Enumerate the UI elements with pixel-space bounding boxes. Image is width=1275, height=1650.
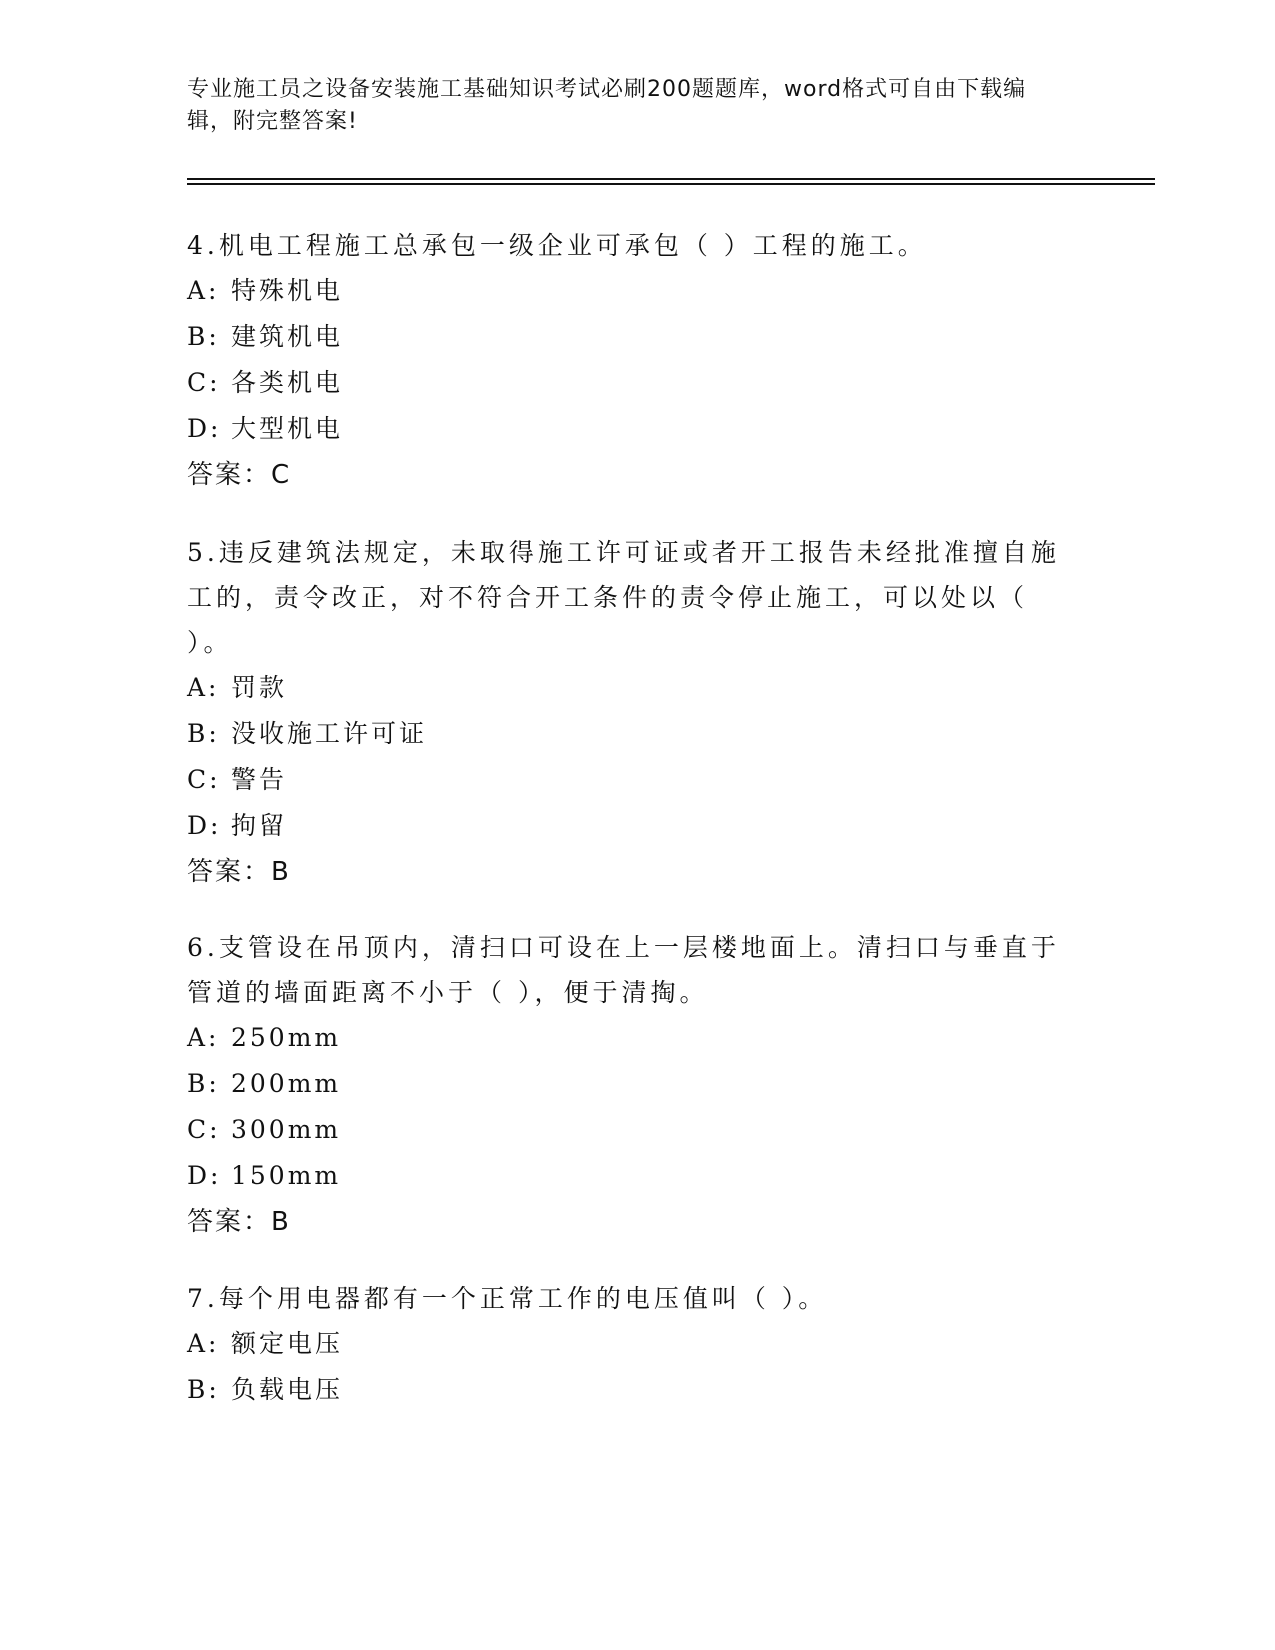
option-b: B: 没收施工许可证 [187,719,428,748]
option-a: A: 罚款 [187,673,288,702]
option-a: A: 250mm [187,1023,342,1052]
option-c: C: 各类机电 [187,368,344,397]
question-5 [187,530,1067,895]
answer: 答案：B [187,1207,291,1237]
question-stem: 4.机电工程施工总承包一级企业可承包（ ）工程的施工。 [187,231,927,260]
option-c: C: 警告 [187,765,288,794]
option-b: B: 200mm [187,1069,342,1098]
document-header [187,74,1067,138]
question-6 [187,925,1067,1245]
option-b: B: 负载电压 [187,1375,344,1404]
question-7 [187,1276,1067,1413]
question-stem: 7.每个用电器都有一个正常工作的电压值叫（ ）。 [187,1284,828,1313]
answer: 答案：C [187,460,292,490]
option-a: A: 额定电压 [187,1329,344,1358]
header-divider-top [187,178,1155,180]
option-a: A: 特殊机电 [187,276,344,305]
header-divider-bottom [187,183,1155,185]
question-4 [187,223,1067,498]
option-b: B: 建筑机电 [187,322,344,351]
option-d: D: 拘留 [187,811,288,840]
answer: 答案：B [187,857,291,887]
question-stem: 6.支管设在吊顶内，清扫口可设在上一层楼地面上。清扫口与垂直于管道的墙面距离不小于（ ），便于清掏。 [187,933,1060,1007]
header-text: 专业施工员之设备安装施工基础知识考试必刷200题题库，word格式可自由下载编辑，附完整答案! [187,77,1027,134]
option-d: D: 150mm [187,1161,342,1190]
question-stem: 5.违反建筑法规定，未取得施工许可证或者开工报告未经批准擅自施工的，责令改正，对不符合开工条件的责令停止施工，可以处以（ ）。 [187,538,1060,657]
option-d: D: 大型机电 [187,414,344,443]
option-c: C: 300mm [187,1115,342,1144]
